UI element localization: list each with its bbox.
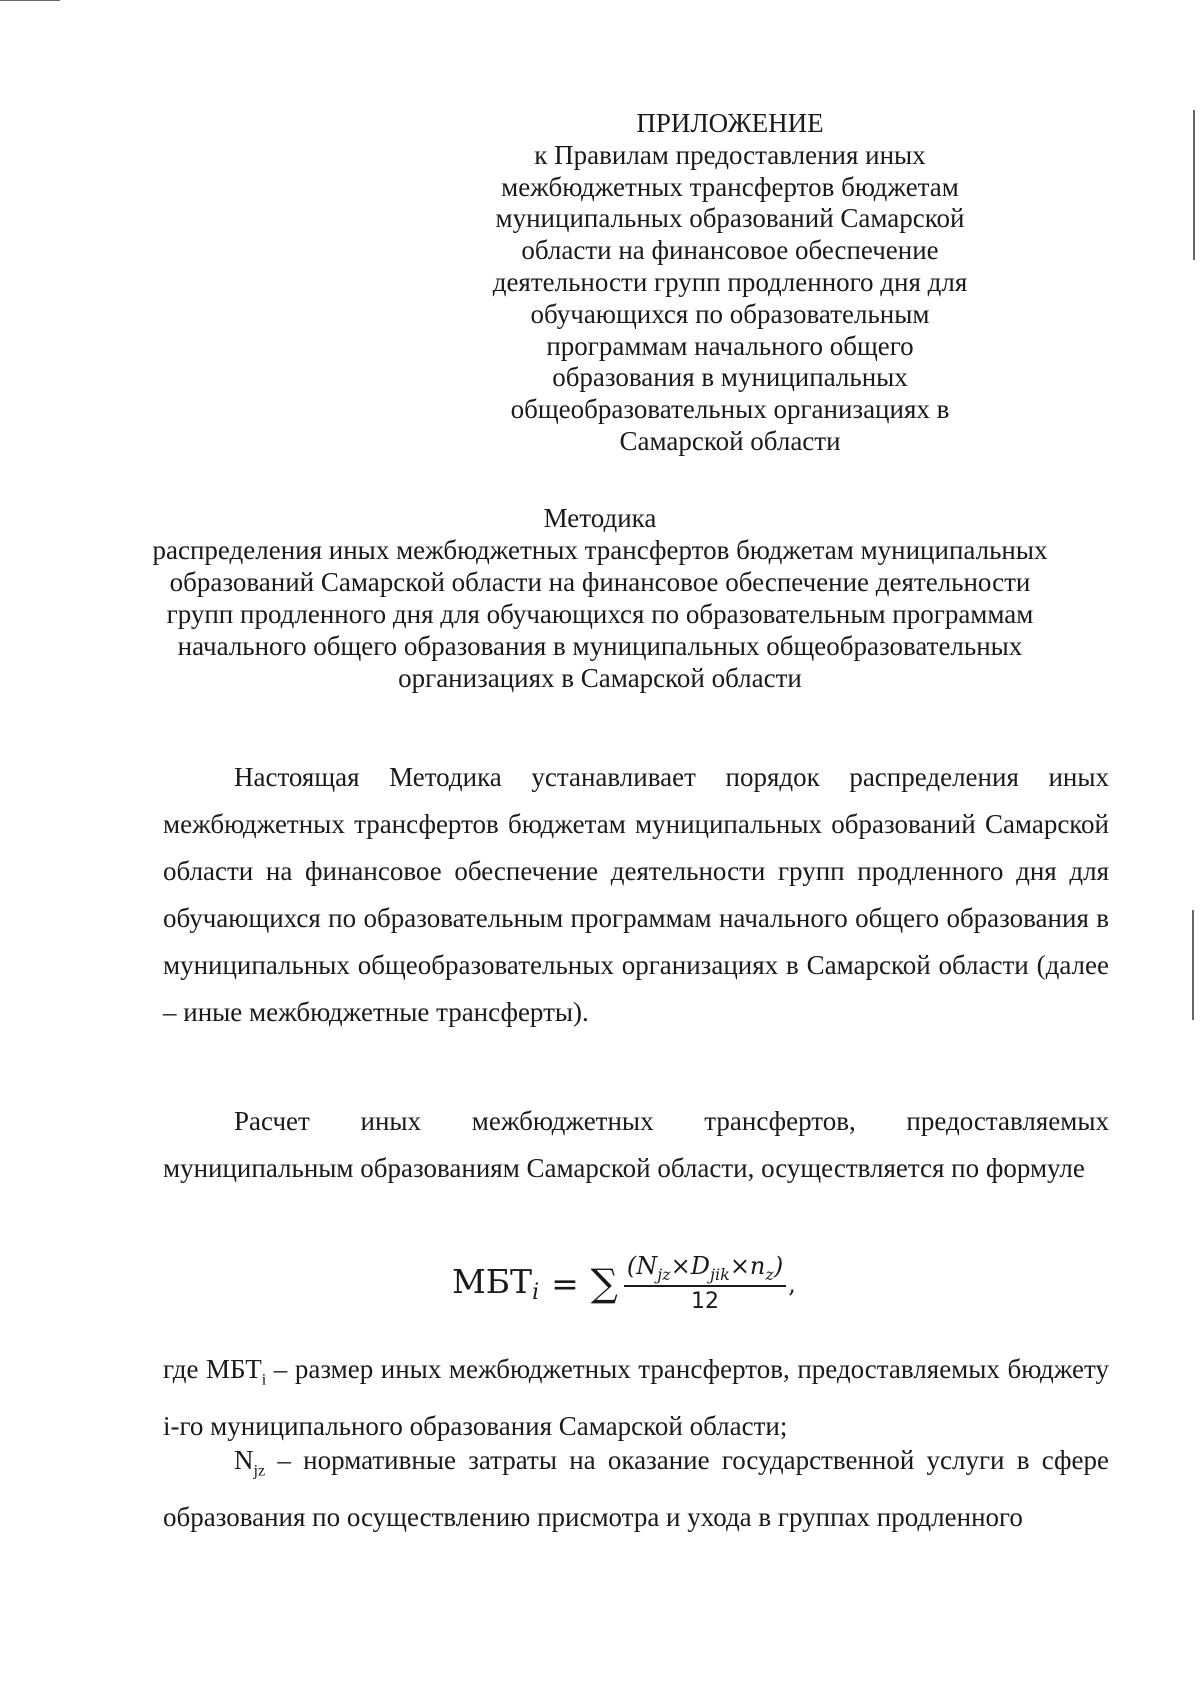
paragraph-njz-definition-text xyxy=(163,1437,1109,1541)
num-times-1: × xyxy=(670,1251,691,1280)
num-d: D xyxy=(690,1251,711,1280)
formula-numerator xyxy=(624,1252,786,1288)
formula-lhs-symbol: МБТ xyxy=(452,1261,533,1301)
scan-artifact-line xyxy=(0,0,60,1)
paragraph-intro-text: Настоящая Методика устанавливает порядок распределения иных межбюджетных трансфертов бюджетам муниципальных образований Самарской области на финансовое обеспечение деятельности групп продленного дня для обучающихся по образовательным программам начального общего образования в муниципальных общеобразовательных организациях в Самарской области (далее – иные межбюджетные трансферты). xyxy=(163,762,1109,1027)
methodology-title: Методика xyxy=(543,503,657,533)
paragraph-calculation xyxy=(163,1098,1109,1192)
formula-lhs xyxy=(452,1262,539,1305)
num-open-paren: ( xyxy=(626,1251,637,1280)
paragraph-mbt-definition xyxy=(163,1346,1109,1450)
appendix-text: к Правилам предоставления иных межбюджетных трансфертов бюджетам муниципальных образований Самарской области на финансовое обеспечение деятельности групп продленного дня для обучающихся по образовательным программам начального общего образования в муниципальных общеобразовательных организациях в Самарской области xyxy=(492,139,968,456)
appendix-title: ПРИЛОЖЕНИЕ xyxy=(636,108,824,138)
mbt-lead: где МБТ xyxy=(163,1354,262,1384)
scan-artifact-line xyxy=(1192,910,1194,1020)
scan-artifact-line xyxy=(1193,110,1195,260)
formula-fraction xyxy=(624,1252,786,1315)
formula xyxy=(452,1238,796,1328)
mbt-definition: – размер иных межбюджетных трансфертов, предоставляемых бюджету i-го муниципального образования Самарской области; xyxy=(163,1354,1109,1442)
formula-denominator: 12 xyxy=(691,1289,720,1315)
paragraph-calculation-text: Расчет иных межбюджетных трансфертов, предоставляемых муниципальным образованиям Самарской области, осуществляется по формуле xyxy=(163,1106,1109,1183)
num-nz-index: z xyxy=(765,1264,774,1284)
sum-symbol: ∑ xyxy=(590,1261,618,1305)
mbt-index: i xyxy=(261,1370,267,1389)
appendix-header xyxy=(480,108,980,458)
methodology-subtitle: распределения иных межбюджетных трансфертов бюджетам муниципальных образований Самарской области на финансовое обеспечение деятельности групп продленного дня для обучающихся по образовательным программам начального общего образования в муниципальных общеобразовательных организациях в Самарской области xyxy=(152,535,1048,693)
paragraph-intro xyxy=(163,754,1109,1036)
njz-definition: – нормативные затраты на оказание государственной услуги в сфере образования по осуществлению присмотра и ухода в группах продленного xyxy=(163,1445,1109,1533)
formula-lhs-index: i xyxy=(532,1279,540,1305)
methodology-heading xyxy=(150,502,1050,694)
paragraph-njz-definition xyxy=(163,1437,1109,1541)
num-n-index: jz xyxy=(657,1264,671,1284)
njz-lead: N xyxy=(234,1445,254,1475)
formula-equals: = xyxy=(551,1263,579,1303)
njz-index: jz xyxy=(253,1461,266,1480)
num-n: N xyxy=(636,1251,658,1280)
formula-comma: , xyxy=(788,1270,796,1298)
num-d-index: jik xyxy=(710,1264,730,1284)
num-nz: n xyxy=(749,1251,766,1280)
num-close-paren: ) xyxy=(773,1251,784,1280)
num-times-2: × xyxy=(729,1251,750,1280)
paragraph-mbt-definition-text xyxy=(163,1346,1109,1450)
